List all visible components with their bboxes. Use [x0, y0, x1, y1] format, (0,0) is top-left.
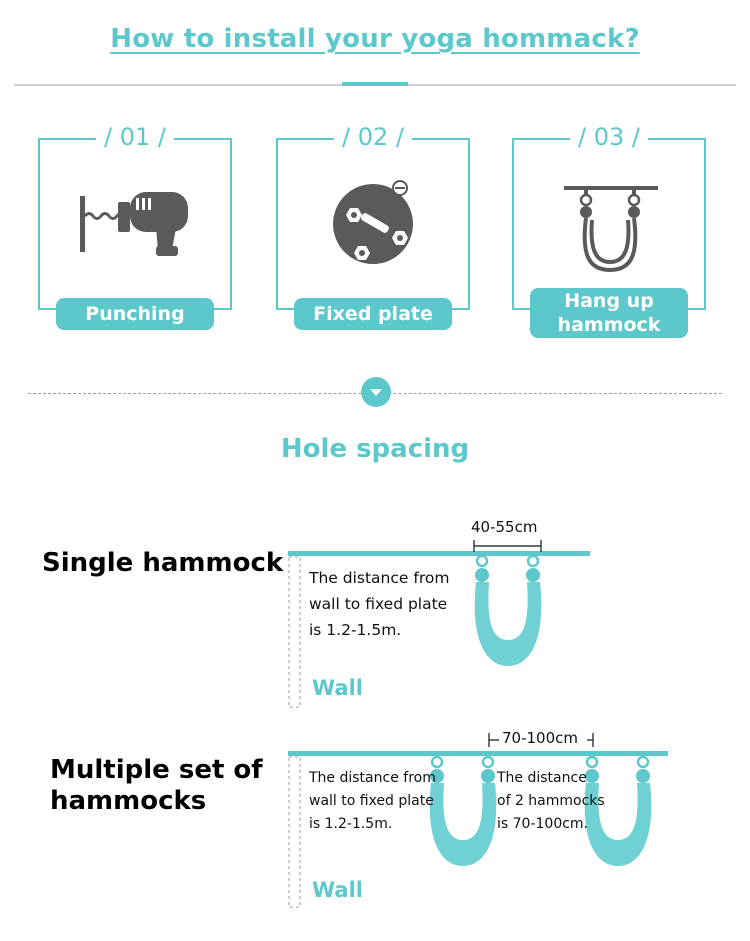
page-title: How to install your yoga hommack?: [110, 24, 640, 54]
step-number: / 01 /: [96, 123, 174, 151]
note-line: wall to fixed plate: [309, 595, 448, 613]
note-line: is 1.2-1.5m.: [309, 621, 402, 639]
note-line: is 70-100cm.: [497, 816, 589, 832]
label-line: Multiple set of: [50, 755, 263, 785]
step-label-line: Hang up: [564, 290, 654, 312]
note-line: of 2 hammocks: [497, 793, 605, 809]
single-hammock-label: Single hammock: [42, 548, 284, 578]
step-number: / 03 /: [570, 123, 648, 151]
single-spacing-label: 40-55cm: [471, 518, 538, 536]
note-line: The distance from: [309, 770, 436, 786]
wall-label: Wall: [312, 676, 363, 700]
multiple-note-spacing: [497, 767, 605, 836]
label-line: hammocks: [50, 786, 207, 816]
note-line: wall to fixed plate: [309, 793, 434, 809]
multiple-note-wall: [309, 767, 436, 836]
note-line: The distance from: [309, 569, 450, 587]
multiple-spacing-label: 70-100cm: [502, 729, 578, 747]
hole-spacing-title: Hole spacing: [280, 434, 470, 464]
step-label-line: hammock: [557, 314, 661, 336]
step-number: / 02 /: [334, 123, 412, 151]
step-label-fixed-plate: Fixed plate: [294, 298, 452, 330]
wall-label: Wall: [312, 878, 363, 902]
note-line: is 1.2-1.5m.: [309, 816, 393, 832]
step-label-punching: Punching: [56, 298, 214, 330]
note-line: The distance: [497, 770, 587, 786]
